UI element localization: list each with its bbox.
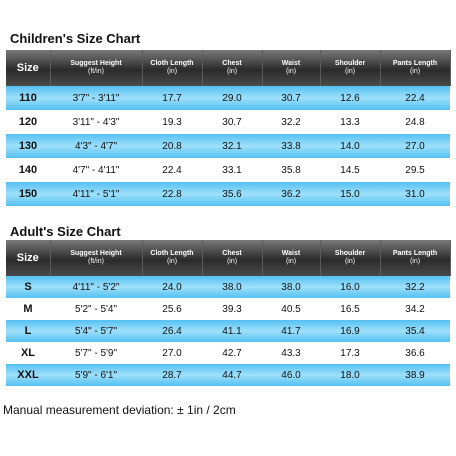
children-chart-title: Children's Size Chart	[10, 31, 141, 46]
table-row	[6, 158, 450, 182]
header-waist: Waist (in)	[262, 50, 320, 86]
chest-cell: 44.7	[202, 364, 262, 386]
size-cell: 140	[6, 158, 50, 182]
adult-chart-title: Adult's Size Chart	[10, 224, 121, 239]
size-cell: 150	[6, 182, 50, 206]
height-cell: 3'7" - 3'11"	[50, 86, 142, 110]
table-row	[6, 342, 450, 364]
header-cloth-length: Cloth Length (in)	[142, 240, 202, 276]
waist-cell: 46.0	[262, 364, 320, 386]
header-size: Size	[6, 240, 50, 276]
cloth-length-cell: 27.0	[142, 342, 202, 364]
cloth-length-cell: 19.3	[142, 110, 202, 134]
chest-cell: 29.0	[202, 86, 262, 110]
header-size: Size	[6, 50, 50, 86]
size-cell: M	[6, 298, 50, 320]
pants-length-cell: 22.4	[380, 86, 450, 110]
size-cell: 120	[6, 110, 50, 134]
header-chest: Chest (in)	[202, 50, 262, 86]
shoulder-cell: 16.5	[320, 298, 380, 320]
header-shoulder: Shoulder (in)	[320, 240, 380, 276]
shoulder-cell: 14.5	[320, 158, 380, 182]
cloth-length-cell: 22.8	[142, 182, 202, 206]
table-row	[6, 86, 450, 110]
chest-cell: 41.1	[202, 320, 262, 342]
pants-length-cell: 38.9	[380, 364, 450, 386]
cloth-length-cell: 24.0	[142, 276, 202, 298]
pants-length-cell: 24.8	[380, 110, 450, 134]
measurement-deviation-note: Manual measurement deviation: ± 1in / 2cm	[3, 403, 236, 417]
header-suggest-height: Suggest Height (ft/in)	[50, 50, 142, 86]
header-cloth-length: Cloth Length (in)	[142, 50, 202, 86]
header-suggest-height: Suggest Height (ft/in)	[50, 240, 142, 276]
pants-length-cell: 36.6	[380, 342, 450, 364]
cloth-length-cell: 17.7	[142, 86, 202, 110]
shoulder-cell: 18.0	[320, 364, 380, 386]
header-shoulder: Shoulder (in)	[320, 50, 380, 86]
table-row	[6, 364, 450, 386]
shoulder-cell: 16.9	[320, 320, 380, 342]
height-cell: 5'2" - 5'4"	[50, 298, 142, 320]
table-header-row	[6, 50, 450, 86]
waist-cell: 43.3	[262, 342, 320, 364]
height-cell: 4'7" - 4'11"	[50, 158, 142, 182]
pants-length-cell: 29.5	[380, 158, 450, 182]
size-cell: S	[6, 276, 50, 298]
header-pants-length: Pants Length (in)	[380, 240, 450, 276]
chest-cell: 30.7	[202, 110, 262, 134]
height-cell: 5'7" - 5'9"	[50, 342, 142, 364]
header-waist: Waist (in)	[262, 240, 320, 276]
pants-length-cell: 27.0	[380, 134, 450, 158]
waist-cell: 38.0	[262, 276, 320, 298]
chest-cell: 42.7	[202, 342, 262, 364]
size-cell: L	[6, 320, 50, 342]
table-row	[6, 134, 450, 158]
chest-cell: 39.3	[202, 298, 262, 320]
table-header-row	[6, 240, 450, 276]
waist-cell: 36.2	[262, 182, 320, 206]
table-row	[6, 182, 450, 206]
height-cell: 5'4" - 5'7"	[50, 320, 142, 342]
waist-cell: 35.8	[262, 158, 320, 182]
height-cell: 4'11" - 5'2"	[50, 276, 142, 298]
shoulder-cell: 15.0	[320, 182, 380, 206]
children-size-table	[6, 50, 451, 206]
height-cell: 4'11" - 5'1"	[50, 182, 142, 206]
header-pants-length: Pants Length (in)	[380, 50, 450, 86]
pants-length-cell: 31.0	[380, 182, 450, 206]
size-cell: 110	[6, 86, 50, 110]
waist-cell: 30.7	[262, 86, 320, 110]
chest-cell: 32.1	[202, 134, 262, 158]
table-row	[6, 298, 450, 320]
chest-cell: 38.0	[202, 276, 262, 298]
shoulder-cell: 14.0	[320, 134, 380, 158]
pants-length-cell: 34.2	[380, 298, 450, 320]
cloth-length-cell: 25.6	[142, 298, 202, 320]
pants-length-cell: 32.2	[380, 276, 450, 298]
height-cell: 4'3" - 4'7"	[50, 134, 142, 158]
shoulder-cell: 17.3	[320, 342, 380, 364]
cloth-length-cell: 26.4	[142, 320, 202, 342]
size-cell: XXL	[6, 364, 50, 386]
waist-cell: 33.8	[262, 134, 320, 158]
shoulder-cell: 16.0	[320, 276, 380, 298]
cloth-length-cell: 28.7	[142, 364, 202, 386]
cloth-length-cell: 22.4	[142, 158, 202, 182]
waist-cell: 41.7	[262, 320, 320, 342]
size-cell: XL	[6, 342, 50, 364]
pants-length-cell: 35.4	[380, 320, 450, 342]
cloth-length-cell: 20.8	[142, 134, 202, 158]
waist-cell: 32.2	[262, 110, 320, 134]
shoulder-cell: 13.3	[320, 110, 380, 134]
adult-size-table	[6, 240, 451, 386]
shoulder-cell: 12.6	[320, 86, 380, 110]
waist-cell: 40.5	[262, 298, 320, 320]
chest-cell: 33.1	[202, 158, 262, 182]
table-row	[6, 110, 450, 134]
table-row	[6, 320, 450, 342]
height-cell: 3'11" - 4'3"	[50, 110, 142, 134]
chest-cell: 35.6	[202, 182, 262, 206]
header-chest: Chest (in)	[202, 240, 262, 276]
height-cell: 5'9" - 6'1"	[50, 364, 142, 386]
table-row	[6, 276, 450, 298]
size-cell: 130	[6, 134, 50, 158]
